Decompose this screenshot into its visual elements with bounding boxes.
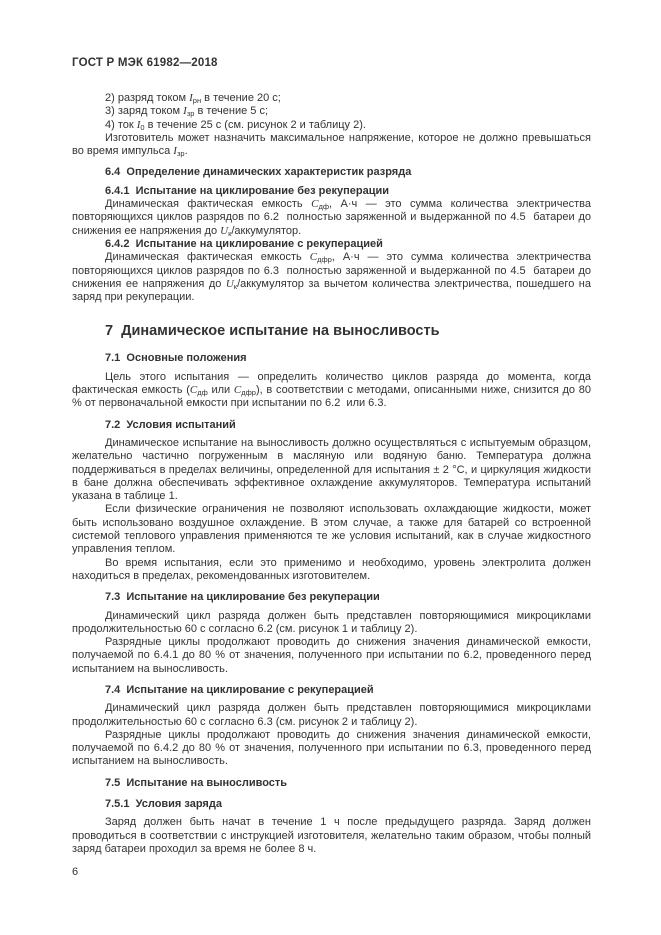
section-heading: 7 Динамическое испытание на выносливость: [105, 323, 440, 340]
math-variable: $C_{дфр}$: [233, 384, 256, 398]
paragraph: Динамический цикл разряда должен быть представлен повторяющимися микроциклами продолжительностью 60 с согласно 6.2 (см. рисунок 1 и таблицу 2).: [72, 609, 591, 635]
document-content: [72, 92, 591, 856]
clause-heading: 6.4.2 Испытание на циклирование с рекуперацией: [105, 237, 383, 250]
paragraph: 3) заряд током $I_{зр}$ в течение 5 с;: [105, 105, 269, 119]
paragraph: Заряд должен быть начат в течение 1 ч после предыдущего разряда. Заряд должен проводиться в соответствии с инструкцией изготовителя, желательно таким образом, чтобы полный заряд батареи проходил за время не более 8 ч.: [72, 816, 591, 855]
subsection-heading: 7.3 Испытание на циклирование без рекуперации: [105, 591, 380, 604]
math-variable: $C_{дф}$: [189, 384, 208, 398]
paragraph: Если физические ограничения не позволяют использовать охлаждающие жидкости, может быть использовано воздушное охлаждение. В этом случае, а также для батарей со встроенной системой теплового управления применяются те же условия испытаний, как в случае жидкостного управления теплом.: [72, 503, 591, 556]
document-header-title: ГОСТ Р МЭК 61982—2018: [72, 57, 218, 69]
math-variable: $I_{зр}$: [173, 145, 185, 159]
subsection-heading: 7.4 Испытание на циклирование с рекуперацией: [105, 683, 374, 696]
math-variable: $I_0$: [136, 118, 145, 132]
paragraph: Динамическая фактическая емкость $C_{дфр}$, А·ч — это сумма количества электричества повторяющихся циклов разрядов по 6.3 полностью заряженной и выдержанной по 4.5 батареи до снижения ее напряжения до $U_к$/аккумулятор за вычетом количества электричества, пошедшего на заряд при рекуперации.: [72, 251, 591, 304]
clause-heading: 6.4.1 Испытание на циклирование без рекуперации: [105, 184, 389, 197]
paragraph: Цель этого испытания — определить количество циклов разряда до момента, когда фактическая емкость ($C_{дф}$ или $C_{дфр}$), в соответствии с методами, описанными ниже, снизится до 80 % от первоначальной емкости при испытании по 6.2 или 6.3.: [72, 370, 591, 410]
math-variable: $I_{рн}$: [189, 92, 202, 105]
math-variable: $C_{дф}$: [311, 198, 329, 212]
page-number: 6: [72, 866, 79, 878]
subsection-heading: 6.4 Определение динамических характеристик разряда: [105, 166, 412, 179]
subsection-heading: 7.5 Испытание на выносливость: [105, 776, 288, 789]
math-variable: $C_{дфр}$: [309, 251, 332, 265]
paragraph: Динамическое испытание на выносливость должно осуществляться с испытуемым образцом, желательно частично погруженным в масляную или водяную баню. Температура должна поддерживаться в пределах величины, определенной для испытания ± 2 °С, и циркуляция жидкости в бане должна обеспечивать эффективное охлаждение аккумуляторов. Температура испытаний указана в таблице 1.: [72, 436, 591, 503]
paragraph: Во время испытания, если это применимо и необходимо, уровень электролита должен находиться в пределах, рекомендованных изготовителем.: [72, 556, 591, 582]
paragraph: 2) разряд током $I_{рн}$ в течение 20 с;: [105, 92, 281, 105]
paragraph: Разрядные циклы продолжают проводить до снижения значения динамической емкости, получаемой по 6.4.1 до 80 % от значения, полученного при испытании по 6.2, проведенного перед испытанием на выносливость.: [72, 636, 591, 675]
paragraph: Разрядные циклы продолжают проводить до снижения значения динамической емкости, получаемой по 6.4.2 до 80 % от значения, полученного при испытании по 6.3, проведенного перед испытанием на выносливость.: [72, 728, 591, 768]
math-variable: $U_к$: [220, 224, 232, 238]
subsection-heading: 7.5.1 Условия заряда: [105, 798, 222, 811]
subsection-heading: 7.1 Основные положения: [105, 352, 247, 365]
paragraph: Динамическая фактическая емкость $C_{дф}$, А·ч — это сумма количества электричества повторяющихся циклов разрядов по 6.2 полностью заряженной и выдержанной по 4.5 батареи до снижения ее напряжения до $U_к$/аккумулятор.: [72, 198, 591, 238]
paragraph: Динамический цикл разряда должен быть представлен повторяющимися микроциклами продолжительностью 60 с согласно 6.3 (см. рисунок 2 и таблицу 2).: [72, 702, 591, 728]
paragraph: 4) ток $I_0$ в течение 25 с (см. рисунок 2 и таблицу 2).: [105, 118, 366, 132]
subsection-heading: 7.2 Условия испытаний: [105, 418, 236, 431]
paragraph: Изготовитель может назначить максимальное напряжение, которое не должно превышаться во время импульса $I_{зр}$.: [72, 131, 591, 159]
math-variable: $U_к$: [225, 277, 238, 291]
math-variable: $I_{зр}$: [183, 105, 195, 119]
